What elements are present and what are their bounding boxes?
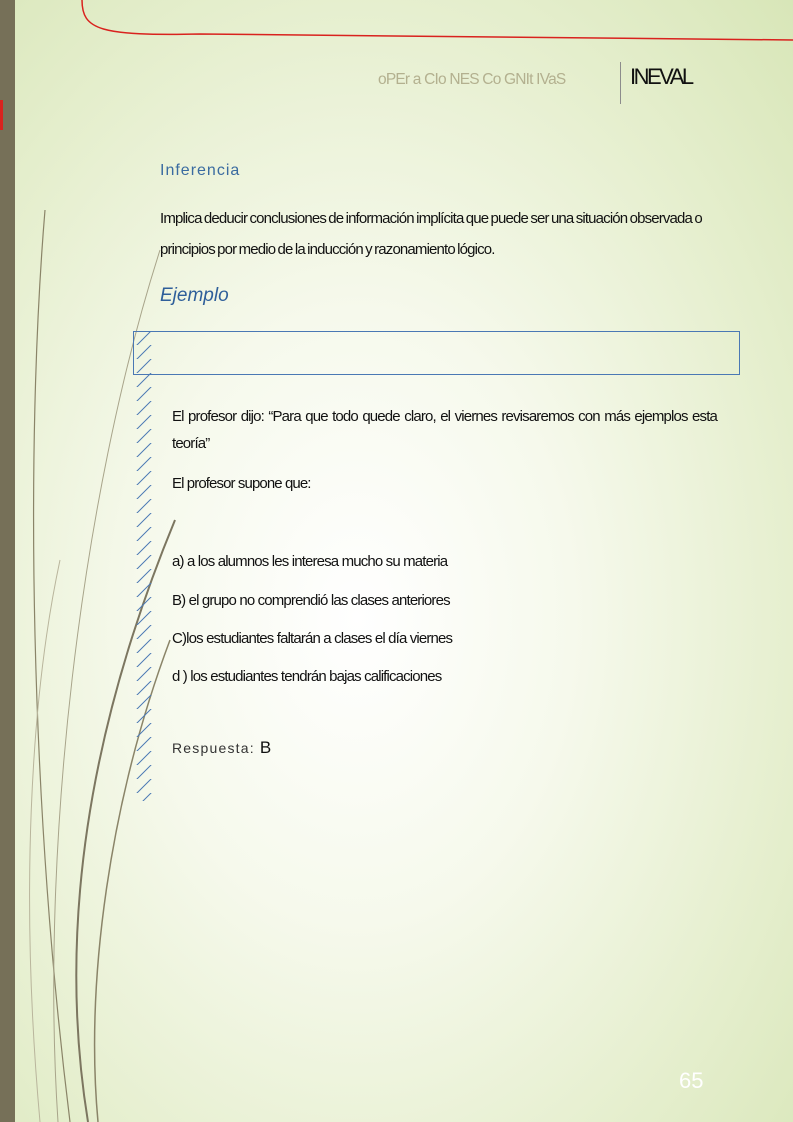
section-title: Inferencia <box>160 162 241 179</box>
example-label: Ejemplo <box>160 285 229 306</box>
answer-label: Respuesta: <box>172 740 255 756</box>
example-statement: El profesor dijo: “Para que todo quede claro, el viernes revisaremos con más ejemplos esta teoría” <box>172 408 717 452</box>
question-text: El profesor supone que: <box>172 475 311 492</box>
option-b: B) el grupo no comprendió las clases anteriores <box>172 592 450 609</box>
option-a: a) a los alumnos les interesa mucho su materia <box>172 553 448 570</box>
answer-line <box>172 738 271 758</box>
option-d: d ) los estudiantes tendrán bajas calificaciones <box>172 668 442 685</box>
answer-value: B <box>259 738 272 757</box>
page-number: 65 <box>679 1068 704 1093</box>
option-c: C)los estudiantes faltarán a clases el día viernes <box>172 630 453 647</box>
header-section-title: oPEr a CIo NES Co GNIt IVaS <box>378 71 566 88</box>
example-header-box <box>133 331 740 375</box>
hatch-decoration <box>133 331 157 801</box>
ineval-logo: INEVAL <box>630 64 692 89</box>
header-divider <box>620 62 621 104</box>
definition-paragraph: Implica deducir conclusiones de información implícita que puede ser una situación observada o principios por medio de la inducción y razonamiento lógico. <box>160 210 702 258</box>
